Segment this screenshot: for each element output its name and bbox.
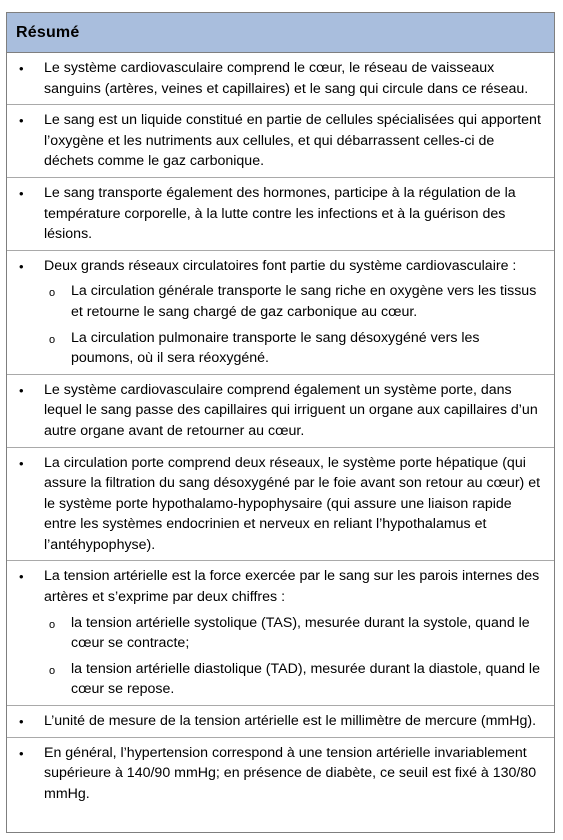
sub-list-item-text: La circulation pulmonaire transporte le sang désoxygéné vers les poumons, où il sera réoxygéné. (71, 329, 480, 367)
list-item (7, 561, 554, 706)
bullet-icon: • (19, 745, 24, 761)
list-item (7, 706, 554, 738)
list-item (7, 375, 554, 448)
list-item (7, 448, 554, 562)
summary-title: Résumé (16, 23, 80, 41)
list-item (7, 53, 554, 105)
list-item (7, 738, 554, 810)
bullet-icon: • (19, 258, 24, 274)
circle-bullet-icon: o (49, 287, 56, 300)
bullet-icon: • (19, 382, 24, 398)
list-item-text: La tension artérielle est la force exercée par le sang sur les parois internes des artères et s’exprime par deux chiffres : (44, 568, 540, 606)
list-item-text: Le système cardiovasculaire comprend le cœur, le réseau de vaisseaux sanguins (artères, veines et capillaires) et le sang qui circule dans ce réseau. (44, 60, 529, 97)
sub-list (44, 608, 544, 705)
list-item (7, 178, 554, 251)
list-item-text: Le sang transporte également des hormones, participe à la régulation de la température corporelle, à la lutte contre les infections et à la guérison des lésions. (44, 184, 516, 243)
sub-list (44, 276, 544, 373)
sub-list-item-text: La circulation générale transporte le sang riche en oxygène vers les tissus et retourne le sang chargé de gaz carbonique au cœur. (71, 283, 537, 320)
bullet-icon: • (19, 569, 24, 585)
summary-box (6, 12, 555, 833)
list-item-text: En général, l’hypertension correspond à une tension artérielle invariablement supérieure à 140/90 mmHg; en présence de diabète, ce seuil est fixé à 130/80 mmHg. (44, 744, 537, 802)
summary-header (7, 13, 554, 53)
bullet-icon: • (19, 61, 24, 76)
list-item (7, 251, 554, 375)
bullet-icon: • (19, 113, 24, 129)
sub-list-item (7, 276, 554, 327)
circle-bullet-icon: o (49, 664, 56, 677)
list-item-text: Deux grands réseaux circulatoires font partie du système cardiovasculaire : (44, 257, 517, 274)
list-item-text: La circulation porte comprend deux réseaux, le système porte hépatique (qui assure la filtration du sang désoxygéné par le foie avant son retour au cœur) et le système porte hypothalamo-hypophysaire (qui assure une liaison rapide entre les systèmes endocrinien et nerveux en reliant l’hypothalamus et l’antéhypophyse). (44, 454, 541, 553)
bullet-icon: • (19, 714, 24, 730)
list-item (7, 105, 554, 178)
sub-list-item (7, 323, 554, 374)
summary-list (7, 53, 554, 809)
list-item-text: Le système cardiovasculaire comprend également un système porte, dans lequel le sang passe des capillaires qui irriguent un organe aux capillaires d’un autre organe avant de retourner au cœur. (44, 381, 538, 439)
sub-list-item (7, 654, 554, 705)
circle-bullet-icon: o (49, 333, 56, 346)
bullet-icon: • (19, 455, 24, 471)
sub-list-item-text: la tension artérielle systolique (TAS), mesurée durant la systole, quand le cœur se contracte; (71, 614, 530, 652)
circle-bullet-icon: o (49, 618, 56, 631)
sub-list-item (7, 608, 554, 659)
list-item-text: Le sang est un liquide constitué en partie de cellules spécialisées qui apportent l’oxygène et les nutriments aux cellules, et qui débarrassent celles-ci de déchets comme le gaz carbonique. (44, 112, 541, 170)
bullet-icon: • (19, 185, 24, 201)
sub-list-item-text: la tension artérielle diastolique (TAD), mesurée durant la diastole, quand le cœur se repose. (71, 660, 540, 698)
list-item-text: L’unité de mesure de la tension artérielle est le millimètre de mercure (mmHg). (44, 713, 537, 730)
